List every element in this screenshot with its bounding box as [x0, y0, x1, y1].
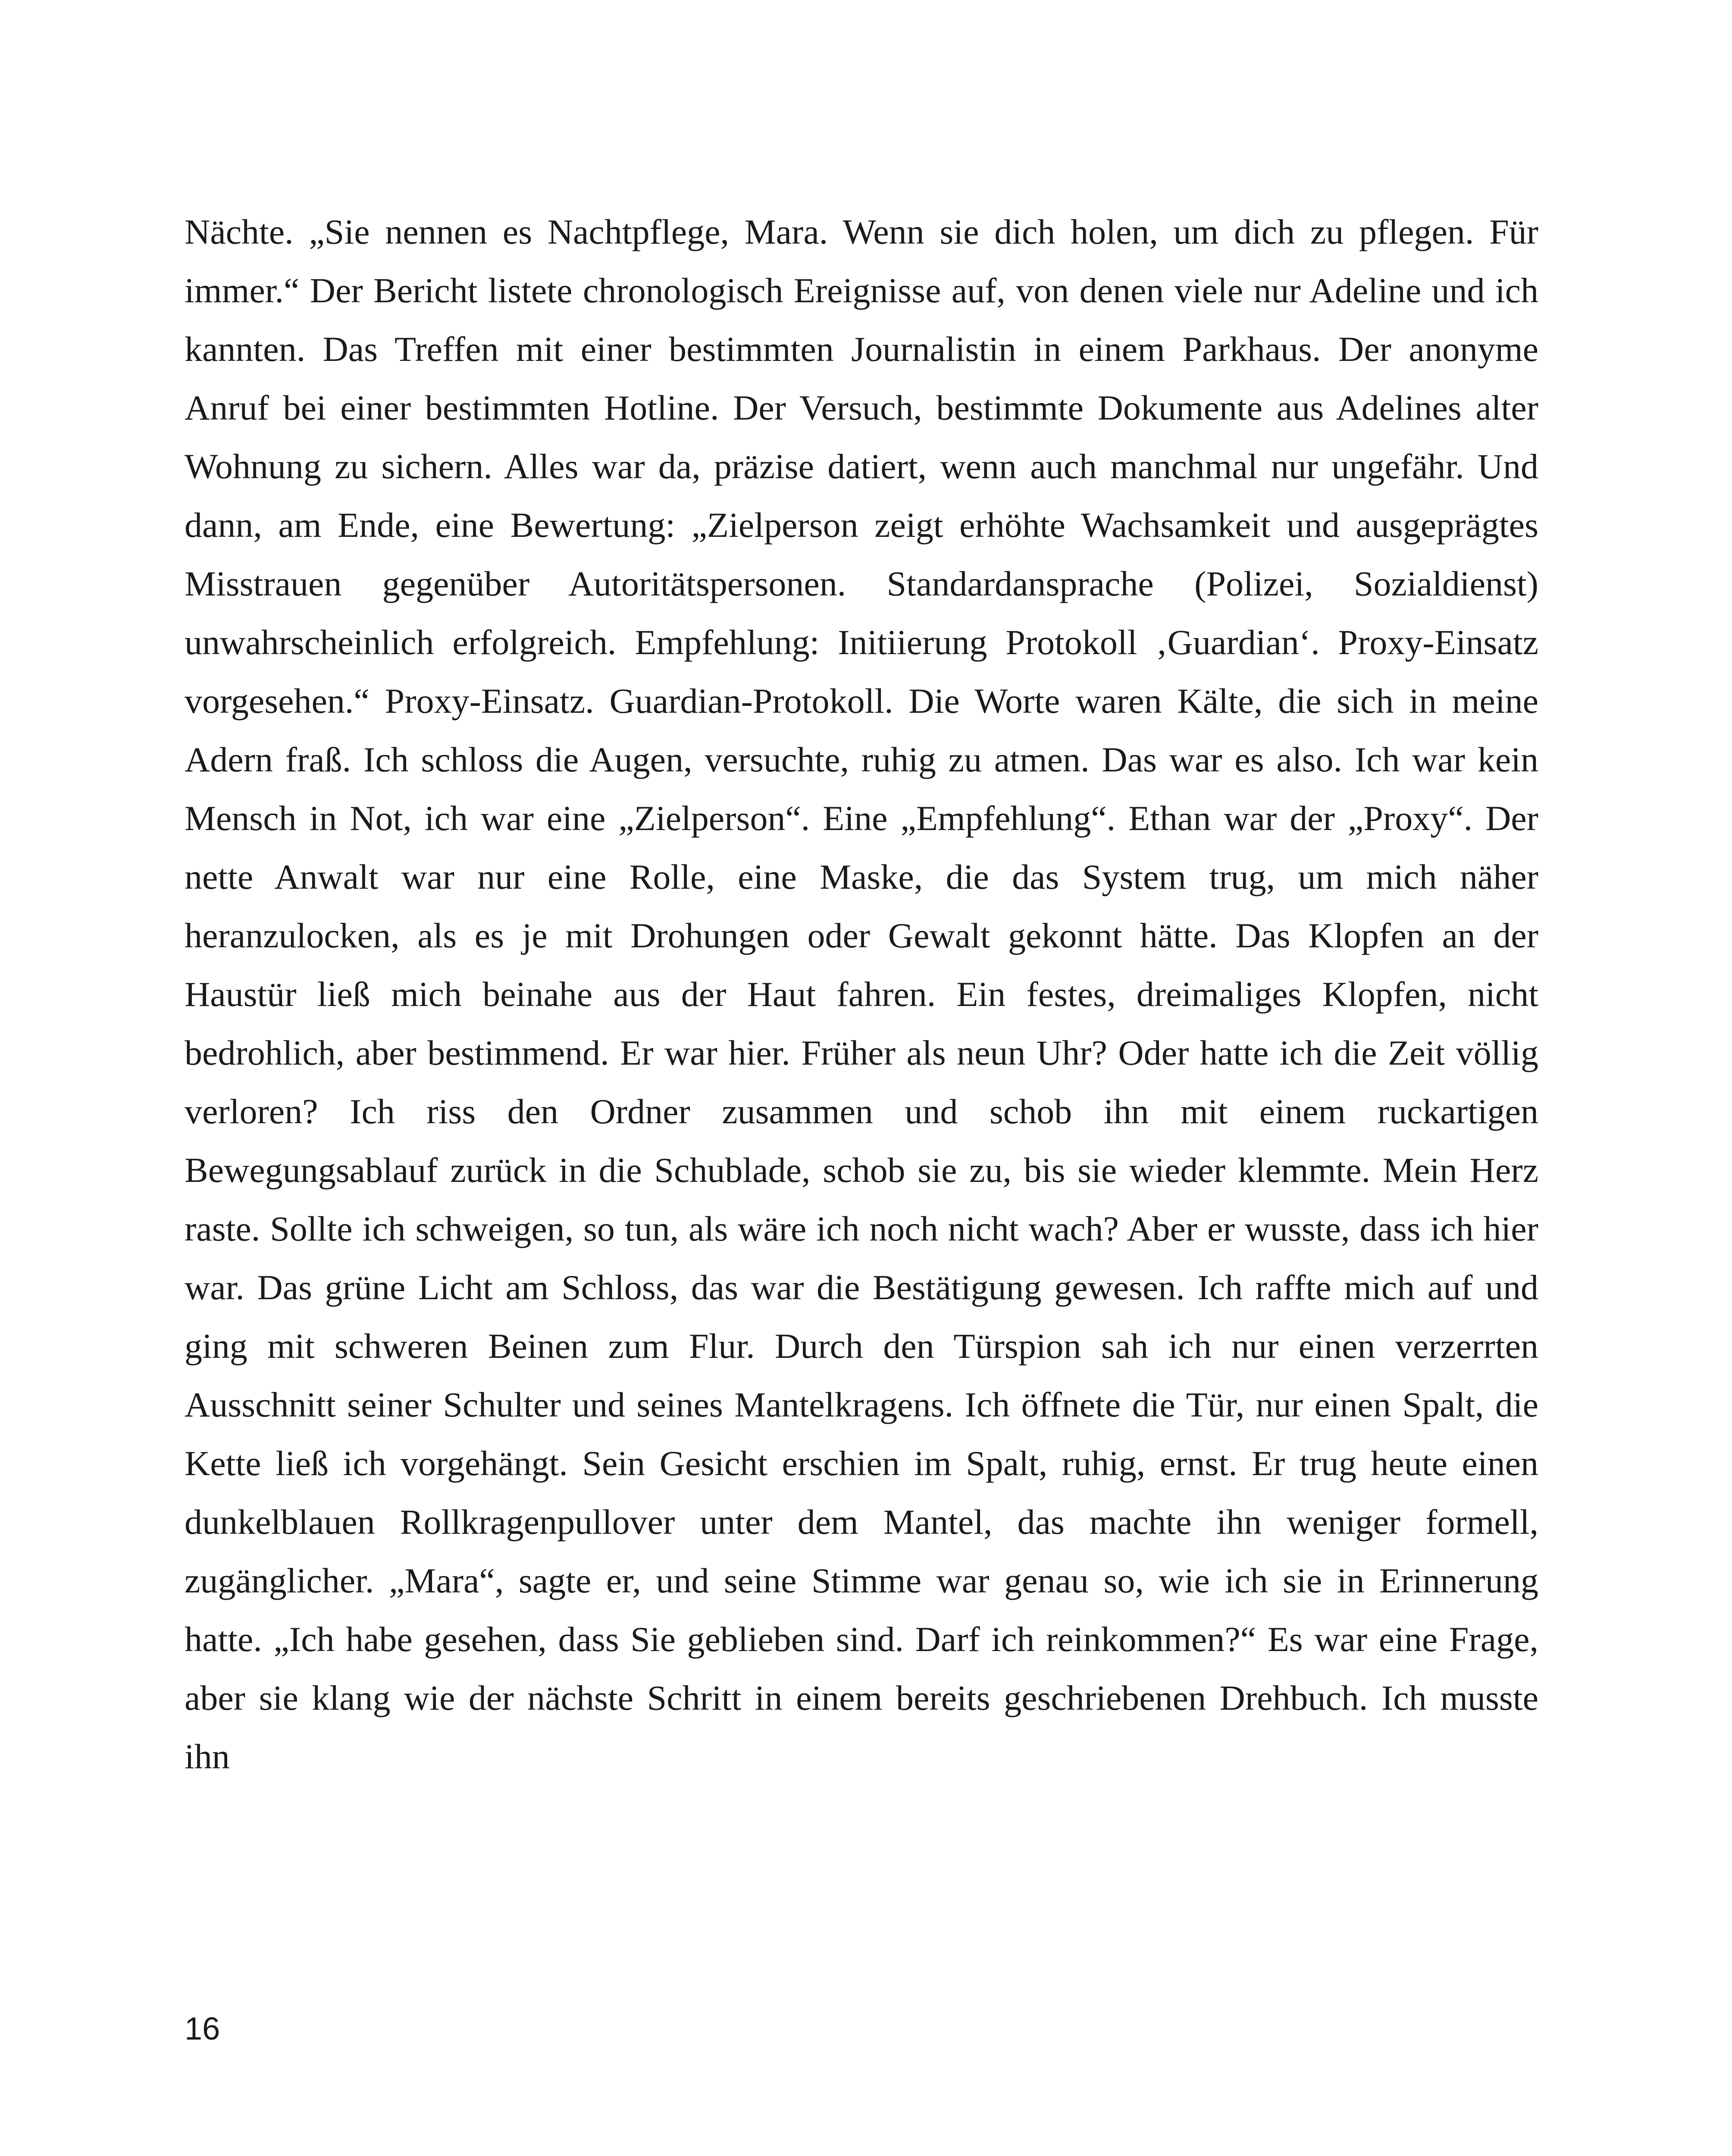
page-number: 16 — [185, 2011, 220, 2046]
body-paragraph: Nächte. „Sie nennen es Nachtpflege, Mara. Wenn sie dich holen, um dich zu pflegen. Für immer.“ Der Bericht listete chronologisch Ereignisse auf, von denen viele nur Adeline und ich kannten. Das Treffen mit einer bestimmten Journalistin in einem Parkhaus. Der anonyme Anruf bei einer bestimmten Hotline. Der Versuch, bestimmte Dokumente aus Adelines alter Wohnung zu sichern. Alles war da, präzise datiert, wenn auch manchmal nur ungefähr. Und dann, am Ende, eine Bewertung: „Zielperson zeigt erhöhte Wachsamkeit und ausgeprägtes Misstrauen gegenüber Autoritätspersonen. Standardansprache (Polizei, Sozialdienst) unwahrscheinlich erfolgreich. Empfehlung: Initiierung Protokoll ‚Guardian‘. Proxy-Einsatz vorgesehen.“ Proxy-Einsatz. Guardian-Protokoll. Die Worte waren Kälte, die sich in meine Adern fraß. Ich schloss die Augen, versuchte, ruhig zu atmen. Das war es also. Ich war kein Mensch in Not, ich war eine „Zielperson“. Eine „Empfehlung“. Ethan war der „Proxy“. Der nette Anwalt war nur eine Rolle, eine Maske, die das System trug, um mich näher heranzulocken, als es je mit Drohungen oder Gewalt gekonnt hätte. Das Klopfen an der Haustür ließ mich beinahe aus der Haut fahren. Ein festes, dreimaliges Klopfen, nicht bedrohlich, aber bestimmend. Er war hier. Früher als neun Uhr? Oder hatte ich die Zeit völlig verloren? Ich riss den Ordner zusammen und schob ihn mit einem ruckartigen Bewegungsablauf zurück in die Schublade, schob sie zu, bis sie wieder klemmte. Mein Herz raste. Sollte ich schweigen, so tun, als wäre ich noch nicht wach? Aber er wusste, dass ich hier war. Das grüne Licht am Schloss, das war die Bestätigung gewesen. Ich raffte mich auf und ging mit schweren Beinen zum Flur. Durch den Türspion sah ich nur einen verzerrten Ausschnitt seiner Schulter und seines Mantelkragens. Ich öffnete die Tür, nur einen Spalt, die Kette ließ ich vorgehängt. Sein Gesicht erschien im Spalt, ruhig, ernst. Er trug heute einen dunkelblauen Rollkragenpullover unter dem Mantel, das machte ihn weniger formell, zugänglicher. „Mara“, sagte er, und seine Stimme war genau so, wie ich sie in Erinnerung hatte. „Ich habe gesehen, dass Sie geblieben sind. Darf ich reinkommen?“ Es war eine Frage, aber sie klang wie der nächste Schritt in einem bereits geschriebenen Drehbuch. Ich musste ihn — [185, 212, 1538, 1776]
